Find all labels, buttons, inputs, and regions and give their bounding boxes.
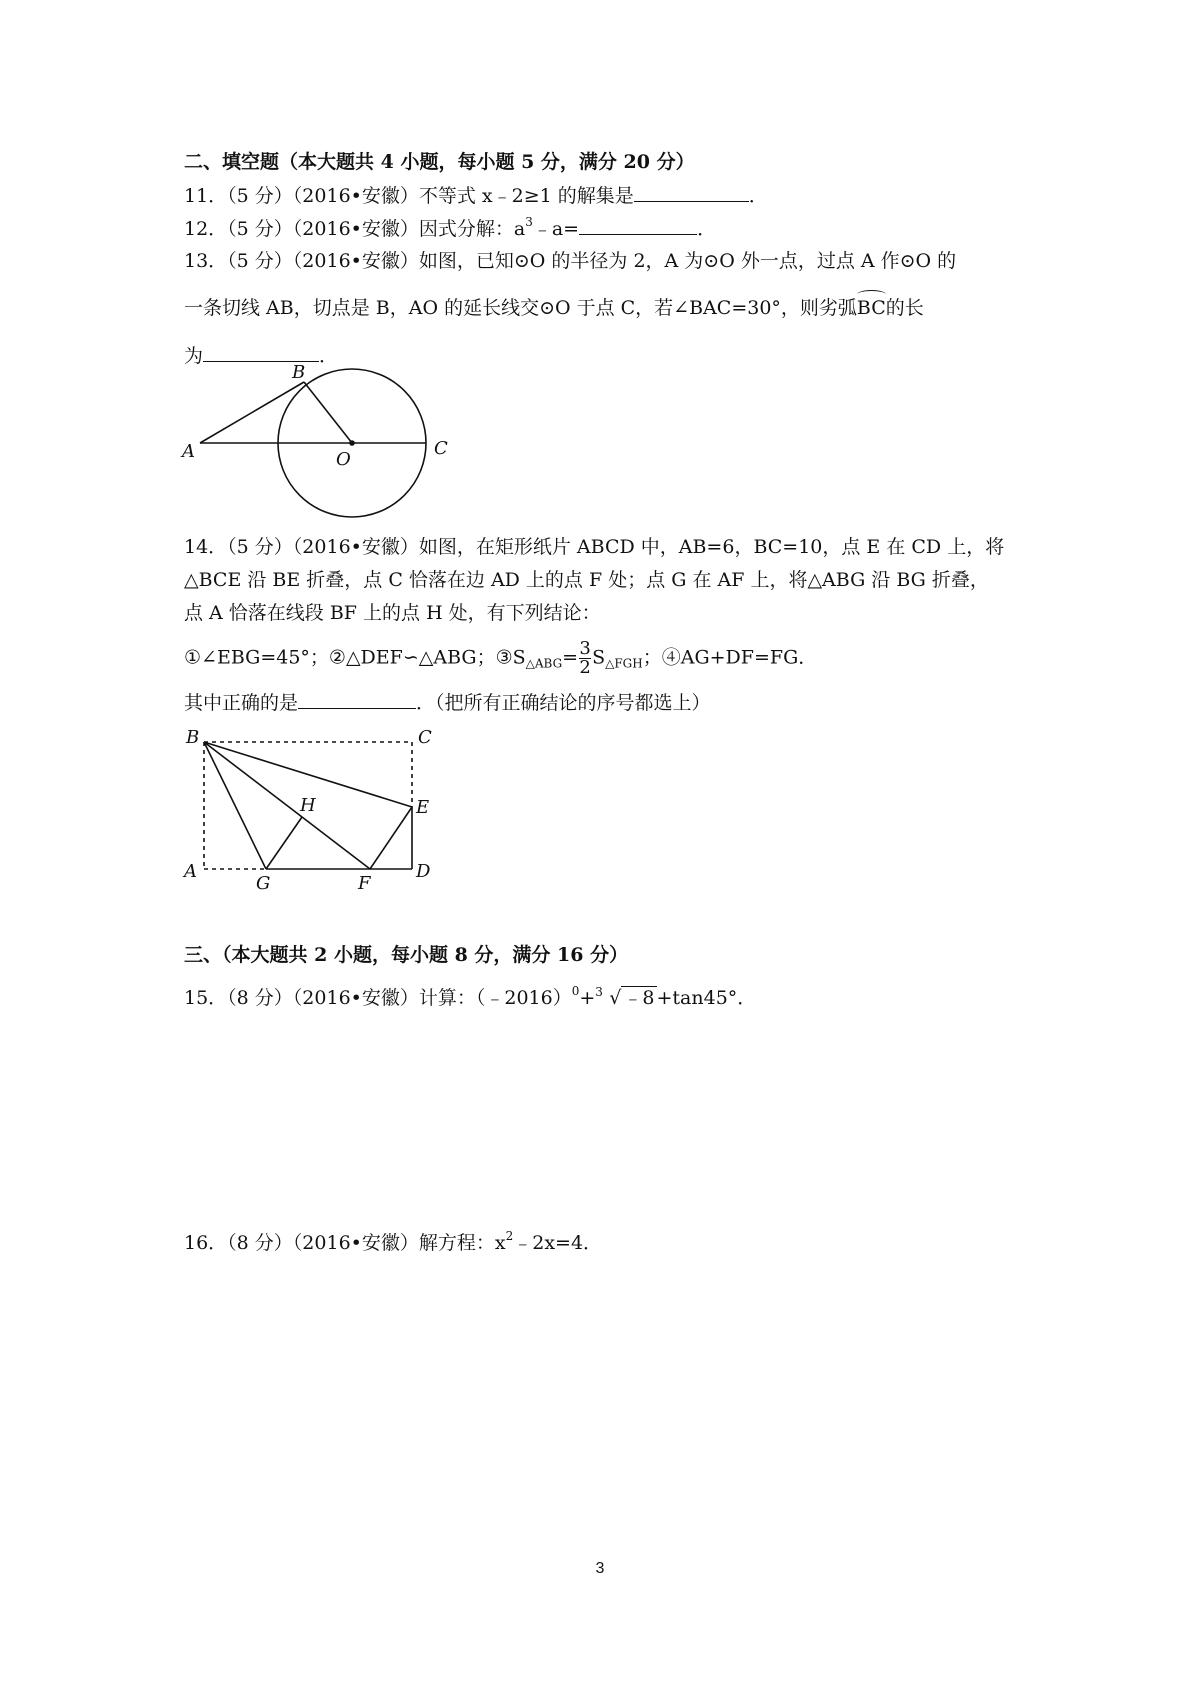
question-14-line-1: 14．（5 分）（2016•安徽）如图，在矩形纸片 ABCD 中，AB=6，BC=10，点 E 在 CD 上，将 bbox=[184, 536, 1005, 558]
q13-circle-figure bbox=[180, 362, 460, 525]
label-c: C bbox=[434, 438, 448, 459]
q11-text: 11．（5 分）（2016•安徽）不等式 x﹣2≥1 的解集是 bbox=[184, 185, 634, 207]
q15-plus: + bbox=[579, 987, 596, 1009]
q12-post: ﹣a= bbox=[532, 218, 580, 240]
center-point-o bbox=[349, 440, 355, 446]
radius-ob bbox=[304, 382, 352, 443]
q14-answer-blank bbox=[298, 690, 416, 709]
q13-line3-pre: 为 bbox=[184, 345, 204, 367]
q16-exponent: 2 bbox=[505, 1229, 514, 1243]
fraction-three-halves bbox=[579, 640, 591, 677]
label-e: E bbox=[416, 797, 430, 818]
label-b: B bbox=[186, 727, 200, 748]
q13-line2-pre: 一条切线 AB，切点是 B，AO 的延长线交⊙O 于点 C，若∠BAC=30°，则劣弧 bbox=[184, 297, 857, 319]
q14-s: S bbox=[592, 646, 606, 669]
frac-denominator: 2 bbox=[579, 657, 591, 678]
q15-exponent: 0 bbox=[571, 984, 580, 998]
q14-line5-post: ．（把所有正确结论的序号都选上） bbox=[416, 692, 711, 714]
label-c: C bbox=[418, 727, 432, 748]
tangent-ab bbox=[200, 382, 304, 443]
question-14-line-2: △BCE 沿 BE 折叠，点 C 恰落在边 AD 上的点 F 处；点 G 在 AF 上，将△ABG 沿 BG 折叠， bbox=[184, 569, 989, 591]
page-number: 3 bbox=[595, 1560, 605, 1577]
q13-line3-end: ． bbox=[319, 345, 339, 367]
question-14-line-3: 点 A 恰落在线段 BF 上的点 H 处，有下列结论： bbox=[184, 602, 601, 624]
q16-pre: 16．（8 分）（2016•安徽）解方程：x bbox=[184, 1232, 506, 1254]
question-16 bbox=[184, 1231, 602, 1255]
q12-end: ． bbox=[697, 218, 717, 240]
q14-conclusions-b: ；④AG+DF=FG． bbox=[642, 646, 818, 669]
segment-gh bbox=[266, 817, 302, 869]
label-d: D bbox=[416, 861, 431, 882]
frac-numerator: 3 bbox=[579, 638, 591, 659]
label-o: O bbox=[336, 449, 351, 470]
question-12 bbox=[184, 216, 716, 241]
question-14-line-5 bbox=[184, 690, 711, 715]
label-f: F bbox=[358, 873, 371, 894]
q14-rectangle-figure bbox=[180, 725, 440, 894]
segment-bf bbox=[204, 742, 370, 869]
question-11 bbox=[184, 183, 768, 208]
arc-bc-label: BC bbox=[856, 297, 886, 319]
q11-answer-blank bbox=[634, 183, 749, 202]
cube-root bbox=[595, 986, 656, 1010]
q15-pre: 15．（8 分）（2016•安徽）计算：（﹣2016） bbox=[184, 987, 572, 1009]
radicand: ﹣8 bbox=[623, 987, 655, 1009]
q12-exponent: 3 bbox=[525, 215, 533, 229]
radical-sign-icon: √ bbox=[609, 987, 622, 1009]
question-13-line-1: 13．（5 分）（2016•安徽）如图，已知⊙O 的半径为 2，A 为⊙O 外一点，过点 A 作⊙O 的 bbox=[184, 250, 957, 272]
q16-post: ﹣2x=4． bbox=[513, 1232, 603, 1254]
question-14-line-4 bbox=[184, 640, 817, 677]
q12-answer-blank bbox=[579, 216, 697, 235]
q15-post: +tan45°． bbox=[656, 987, 757, 1009]
label-a: A bbox=[182, 441, 195, 462]
q11-end: ． bbox=[748, 185, 768, 207]
q13-answer-blank bbox=[203, 343, 319, 362]
label-b: B bbox=[292, 362, 306, 383]
q14-conclusions-a: ①∠EBG=45°；②△DEF∽△ABG；③S bbox=[184, 646, 526, 669]
segment-bg bbox=[204, 742, 266, 869]
label-h: H bbox=[300, 795, 316, 816]
question-13-line-2 bbox=[184, 296, 924, 320]
label-g: G bbox=[256, 873, 271, 894]
q14-sub-abg: △ABG bbox=[525, 656, 563, 671]
q13-line2-post: 的长 bbox=[885, 297, 924, 319]
q14-sub-fgh: △FGH bbox=[605, 656, 643, 671]
q14-line5-pre: 其中正确的是 bbox=[184, 692, 299, 714]
segment-fe bbox=[370, 807, 412, 869]
label-a: A bbox=[184, 861, 197, 882]
q12-pre: 12．（5 分）（2016•安徽）因式分解：a bbox=[184, 218, 526, 240]
q14-equals: = bbox=[562, 646, 579, 669]
section-2-heading: 二、填空题（本大题共 4 小题，每小题 5 分，满分 20 分） bbox=[184, 151, 695, 173]
section-3-heading: 三、（本大题共 2 小题，每小题 8 分，满分 16 分） bbox=[184, 944, 629, 966]
root-index: 3 bbox=[595, 985, 603, 999]
question-15 bbox=[184, 986, 756, 1010]
